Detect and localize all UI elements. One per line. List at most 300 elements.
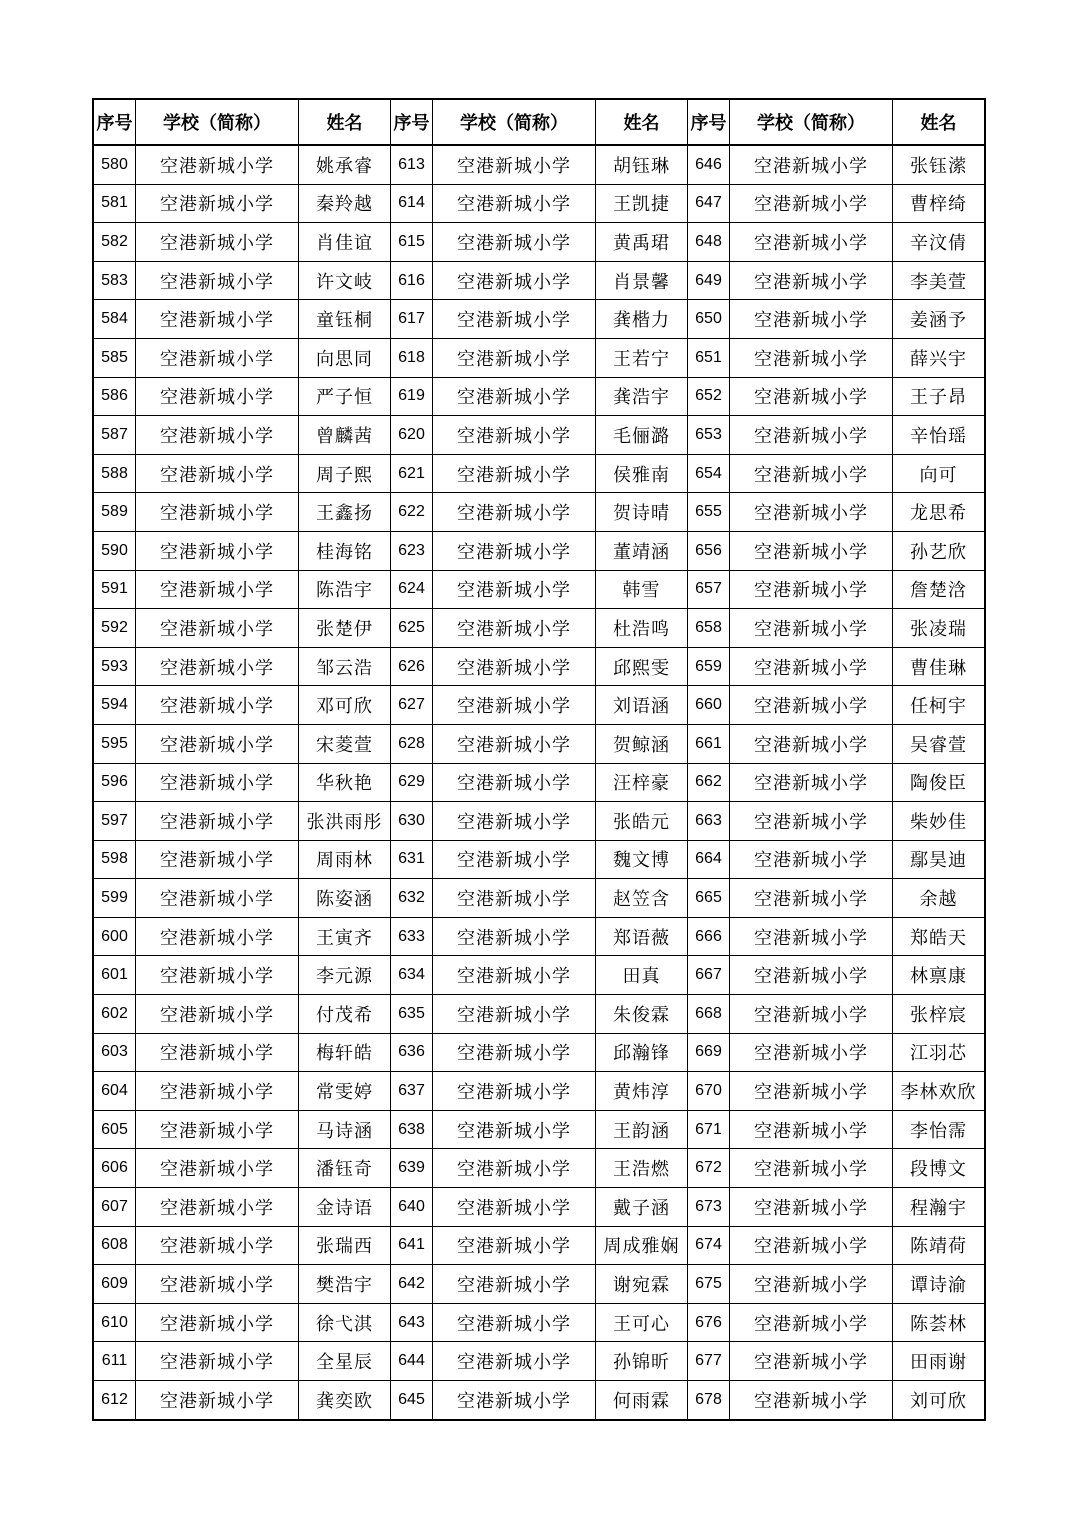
table-row (93, 917, 985, 956)
seq-cell: 620 (391, 416, 433, 455)
name-cell: 董靖涵 (596, 531, 688, 570)
school-cell: 空港新城小学 (136, 377, 299, 416)
seq-cell: 595 (93, 724, 136, 763)
table-body (93, 145, 985, 1420)
school-cell: 空港新城小学 (433, 570, 596, 609)
seq-cell: 663 (688, 802, 730, 841)
name-cell: 向思同 (299, 338, 391, 377)
seq-cell: 661 (688, 724, 730, 763)
name-cell: 王鑫扬 (299, 493, 391, 532)
school-cell: 空港新城小学 (433, 802, 596, 841)
table-row (93, 1033, 985, 1072)
school-cell: 空港新城小学 (136, 686, 299, 725)
name-cell: 陶俊臣 (893, 763, 986, 802)
name-cell: 徐弋淇 (299, 1303, 391, 1342)
name-cell: 秦羚越 (299, 184, 391, 223)
school-cell: 空港新城小学 (730, 570, 893, 609)
name-cell: 孙锦昕 (596, 1342, 688, 1381)
school-cell: 空港新城小学 (730, 223, 893, 262)
name-cell: 曾麟茜 (299, 416, 391, 455)
table-row (93, 261, 985, 300)
name-cell: 郑语薇 (596, 917, 688, 956)
seq-cell: 613 (391, 145, 433, 184)
name-cell: 邓可欣 (299, 686, 391, 725)
school-cell: 空港新城小学 (730, 647, 893, 686)
name-cell: 宋菱萱 (299, 724, 391, 763)
school-cell: 空港新城小学 (730, 1110, 893, 1149)
table-row (93, 724, 985, 763)
name-cell: 谭诗渝 (893, 1265, 986, 1304)
school-cell: 空港新城小学 (136, 1226, 299, 1265)
table-row (93, 1342, 985, 1381)
school-cell: 空港新城小学 (730, 531, 893, 570)
name-cell: 余越 (893, 879, 986, 918)
school-cell: 空港新城小学 (730, 1265, 893, 1304)
name-cell: 张皓元 (596, 802, 688, 841)
name-cell: 柴妙佳 (893, 802, 986, 841)
seq-cell: 641 (391, 1226, 433, 1265)
seq-cell: 664 (688, 840, 730, 879)
school-cell: 空港新城小学 (136, 763, 299, 802)
name-cell: 严子恒 (299, 377, 391, 416)
seq-cell: 670 (688, 1072, 730, 1111)
seq-cell: 649 (688, 261, 730, 300)
name-cell: 曹梓绮 (893, 184, 986, 223)
seq-cell: 612 (93, 1381, 136, 1420)
school-cell: 空港新城小学 (730, 840, 893, 879)
school-cell: 空港新城小学 (730, 145, 893, 184)
name-cell: 李怡霈 (893, 1110, 986, 1149)
seq-cell: 648 (688, 223, 730, 262)
seq-cell: 632 (391, 879, 433, 918)
header-school: 学校（简称） (136, 99, 299, 145)
seq-cell: 618 (391, 338, 433, 377)
school-cell: 空港新城小学 (730, 609, 893, 648)
name-cell: 张瑞西 (299, 1226, 391, 1265)
name-cell: 潘钰奇 (299, 1149, 391, 1188)
table-row (93, 493, 985, 532)
name-cell: 姜涵予 (893, 300, 986, 339)
school-cell: 空港新城小学 (433, 995, 596, 1034)
name-cell: 张洪雨彤 (299, 802, 391, 841)
name-cell: 付茂希 (299, 995, 391, 1034)
seq-cell: 658 (688, 609, 730, 648)
name-cell: 张梓宸 (893, 995, 986, 1034)
table-row (93, 338, 985, 377)
name-cell: 贺诗晴 (596, 493, 688, 532)
school-cell: 空港新城小学 (730, 879, 893, 918)
table-row (93, 879, 985, 918)
school-cell: 空港新城小学 (730, 493, 893, 532)
school-cell: 空港新城小学 (136, 1381, 299, 1420)
table-row (93, 956, 985, 995)
school-cell: 空港新城小学 (730, 763, 893, 802)
school-cell: 空港新城小学 (136, 724, 299, 763)
school-cell: 空港新城小学 (730, 802, 893, 841)
school-cell: 空港新城小学 (730, 184, 893, 223)
seq-cell: 665 (688, 879, 730, 918)
seq-cell: 629 (391, 763, 433, 802)
name-cell: 汪梓豪 (596, 763, 688, 802)
school-cell: 空港新城小学 (730, 1342, 893, 1381)
school-cell: 空港新城小学 (433, 1342, 596, 1381)
seq-cell: 603 (93, 1033, 136, 1072)
name-cell: 李林欢欣 (893, 1072, 986, 1111)
name-cell: 全星辰 (299, 1342, 391, 1381)
name-cell: 龚浩宇 (596, 377, 688, 416)
name-cell: 桂海铭 (299, 531, 391, 570)
seq-cell: 584 (93, 300, 136, 339)
seq-cell: 660 (688, 686, 730, 725)
header-seq: 序号 (93, 99, 136, 145)
seq-cell: 674 (688, 1226, 730, 1265)
name-cell: 黄禹珺 (596, 223, 688, 262)
name-cell: 魏文博 (596, 840, 688, 879)
seq-cell: 621 (391, 454, 433, 493)
school-cell: 空港新城小学 (136, 531, 299, 570)
name-cell: 刘可欣 (893, 1381, 986, 1420)
school-cell: 空港新城小学 (433, 1149, 596, 1188)
seq-cell: 614 (391, 184, 433, 223)
seq-cell: 580 (93, 145, 136, 184)
school-cell: 空港新城小学 (433, 1033, 596, 1072)
seq-cell: 601 (93, 956, 136, 995)
name-cell: 陈荟林 (893, 1303, 986, 1342)
school-cell: 空港新城小学 (433, 917, 596, 956)
header-name: 姓名 (299, 99, 391, 145)
seq-cell: 605 (93, 1110, 136, 1149)
seq-cell: 655 (688, 493, 730, 532)
school-cell: 空港新城小学 (136, 647, 299, 686)
seq-cell: 610 (93, 1303, 136, 1342)
school-cell: 空港新城小学 (730, 377, 893, 416)
table-row (93, 300, 985, 339)
name-cell: 周子熙 (299, 454, 391, 493)
name-cell: 周成雅娴 (596, 1226, 688, 1265)
name-cell: 杜浩鸣 (596, 609, 688, 648)
name-cell: 邱瀚锋 (596, 1033, 688, 1072)
school-cell: 空港新城小学 (136, 1110, 299, 1149)
name-cell: 张楚伊 (299, 609, 391, 648)
seq-cell: 590 (93, 531, 136, 570)
name-cell: 邱熙雯 (596, 647, 688, 686)
name-cell: 孙艺欣 (893, 531, 986, 570)
seq-cell: 654 (688, 454, 730, 493)
table-row (93, 570, 985, 609)
school-cell: 空港新城小学 (433, 223, 596, 262)
seq-cell: 583 (93, 261, 136, 300)
name-cell: 马诗涵 (299, 1110, 391, 1149)
seq-cell: 598 (93, 840, 136, 879)
school-cell: 空港新城小学 (136, 840, 299, 879)
name-cell: 谢宛霖 (596, 1265, 688, 1304)
seq-cell: 589 (93, 493, 136, 532)
table-row (93, 609, 985, 648)
header-seq: 序号 (688, 99, 730, 145)
seq-cell: 626 (391, 647, 433, 686)
name-cell: 戴子涵 (596, 1188, 688, 1227)
table-row (93, 686, 985, 725)
seq-cell: 636 (391, 1033, 433, 1072)
name-cell: 张凌瑞 (893, 609, 986, 648)
seq-cell: 633 (391, 917, 433, 956)
table-row (93, 1303, 985, 1342)
name-cell: 许文岐 (299, 261, 391, 300)
school-cell: 空港新城小学 (136, 184, 299, 223)
seq-cell: 657 (688, 570, 730, 609)
school-cell: 空港新城小学 (433, 840, 596, 879)
name-cell: 华秋艳 (299, 763, 391, 802)
table-header-row (93, 99, 985, 145)
seq-cell: 673 (688, 1188, 730, 1227)
school-cell: 空港新城小学 (433, 956, 596, 995)
school-cell: 空港新城小学 (730, 917, 893, 956)
school-cell: 空港新城小学 (136, 995, 299, 1034)
name-cell: 侯雅南 (596, 454, 688, 493)
seq-cell: 642 (391, 1265, 433, 1304)
seq-cell: 624 (391, 570, 433, 609)
seq-cell: 588 (93, 454, 136, 493)
table-row (93, 531, 985, 570)
name-cell: 金诗语 (299, 1188, 391, 1227)
school-cell: 空港新城小学 (136, 1149, 299, 1188)
name-cell: 郑皓天 (893, 917, 986, 956)
seq-cell: 630 (391, 802, 433, 841)
school-cell: 空港新城小学 (433, 145, 596, 184)
school-cell: 空港新城小学 (136, 609, 299, 648)
school-cell: 空港新城小学 (136, 493, 299, 532)
school-cell: 空港新城小学 (433, 1188, 596, 1227)
seq-cell: 609 (93, 1265, 136, 1304)
seq-cell: 625 (391, 609, 433, 648)
school-cell: 空港新城小学 (136, 261, 299, 300)
seq-cell: 607 (93, 1188, 136, 1227)
name-cell: 陈靖荷 (893, 1226, 986, 1265)
school-cell: 空港新城小学 (433, 686, 596, 725)
school-cell: 空港新城小学 (433, 531, 596, 570)
seq-cell: 602 (93, 995, 136, 1034)
name-cell: 刘语涵 (596, 686, 688, 725)
table-row (93, 840, 985, 879)
seq-cell: 659 (688, 647, 730, 686)
seq-cell: 582 (93, 223, 136, 262)
seq-cell: 678 (688, 1381, 730, 1420)
table-row (93, 1149, 985, 1188)
name-cell: 王若宁 (596, 338, 688, 377)
school-cell: 空港新城小学 (433, 647, 596, 686)
school-cell: 空港新城小学 (136, 223, 299, 262)
name-cell: 王子昂 (893, 377, 986, 416)
school-cell: 空港新城小学 (433, 609, 596, 648)
seq-cell: 622 (391, 493, 433, 532)
seq-cell: 585 (93, 338, 136, 377)
seq-cell: 669 (688, 1033, 730, 1072)
seq-cell: 631 (391, 840, 433, 879)
name-cell: 詹楚浛 (893, 570, 986, 609)
seq-cell: 591 (93, 570, 136, 609)
seq-cell: 637 (391, 1072, 433, 1111)
school-cell: 空港新城小学 (433, 261, 596, 300)
name-cell: 陈浩宇 (299, 570, 391, 609)
name-cell: 任柯宇 (893, 686, 986, 725)
seq-cell: 638 (391, 1110, 433, 1149)
school-cell: 空港新城小学 (136, 879, 299, 918)
table-row (93, 145, 985, 184)
school-cell: 空港新城小学 (136, 1265, 299, 1304)
school-cell: 空港新城小学 (730, 1303, 893, 1342)
school-cell: 空港新城小学 (136, 416, 299, 455)
name-cell: 吴睿萱 (893, 724, 986, 763)
name-cell: 曹佳琳 (893, 647, 986, 686)
school-cell: 空港新城小学 (730, 1033, 893, 1072)
name-cell: 邹云浩 (299, 647, 391, 686)
seq-cell: 647 (688, 184, 730, 223)
seq-cell: 672 (688, 1149, 730, 1188)
seq-cell: 619 (391, 377, 433, 416)
seq-cell: 635 (391, 995, 433, 1034)
seq-cell: 653 (688, 416, 730, 455)
name-cell: 肖景馨 (596, 261, 688, 300)
seq-cell: 606 (93, 1149, 136, 1188)
school-cell: 空港新城小学 (433, 493, 596, 532)
name-cell: 段博文 (893, 1149, 986, 1188)
seq-cell: 594 (93, 686, 136, 725)
school-cell: 空港新城小学 (433, 416, 596, 455)
school-cell: 空港新城小学 (136, 570, 299, 609)
school-cell: 空港新城小学 (730, 454, 893, 493)
name-cell: 王凯捷 (596, 184, 688, 223)
table-row (93, 763, 985, 802)
seq-cell: 611 (93, 1342, 136, 1381)
seq-cell: 587 (93, 416, 136, 455)
name-cell: 毛俪潞 (596, 416, 688, 455)
school-cell: 空港新城小学 (136, 956, 299, 995)
name-cell: 王可心 (596, 1303, 688, 1342)
school-cell: 空港新城小学 (136, 1342, 299, 1381)
school-cell: 空港新城小学 (730, 686, 893, 725)
school-cell: 空港新城小学 (730, 1226, 893, 1265)
school-cell: 空港新城小学 (136, 145, 299, 184)
name-cell: 龚奕欧 (299, 1381, 391, 1420)
school-cell: 空港新城小学 (730, 261, 893, 300)
name-cell: 辛怡瑶 (893, 416, 986, 455)
seq-cell: 671 (688, 1110, 730, 1149)
seq-cell: 634 (391, 956, 433, 995)
table-row (93, 1072, 985, 1111)
school-cell: 空港新城小学 (433, 1303, 596, 1342)
name-cell: 赵笠含 (596, 879, 688, 918)
table-row (93, 223, 985, 262)
name-cell: 辛汶倩 (893, 223, 986, 262)
school-cell: 空港新城小学 (730, 995, 893, 1034)
school-cell: 空港新城小学 (730, 300, 893, 339)
table-row (93, 416, 985, 455)
name-cell: 韩雪 (596, 570, 688, 609)
seq-cell: 627 (391, 686, 433, 725)
name-cell: 姚承睿 (299, 145, 391, 184)
seq-cell: 599 (93, 879, 136, 918)
school-cell: 空港新城小学 (136, 1072, 299, 1111)
seq-cell: 643 (391, 1303, 433, 1342)
table-row (93, 1226, 985, 1265)
table-row (93, 1265, 985, 1304)
school-cell: 空港新城小学 (433, 377, 596, 416)
name-cell: 肖佳谊 (299, 223, 391, 262)
name-cell: 林禀康 (893, 956, 986, 995)
name-cell: 贺鲸涵 (596, 724, 688, 763)
school-cell: 空港新城小学 (730, 416, 893, 455)
school-cell: 空港新城小学 (136, 1303, 299, 1342)
name-cell: 薛兴宇 (893, 338, 986, 377)
header-name: 姓名 (893, 99, 986, 145)
school-cell: 空港新城小学 (136, 1188, 299, 1227)
seq-cell: 617 (391, 300, 433, 339)
table-row (93, 454, 985, 493)
name-cell: 樊浩宇 (299, 1265, 391, 1304)
seq-cell: 592 (93, 609, 136, 648)
name-cell: 陈姿涵 (299, 879, 391, 918)
school-cell: 空港新城小学 (433, 1226, 596, 1265)
school-cell: 空港新城小学 (136, 917, 299, 956)
school-cell: 空港新城小学 (730, 1072, 893, 1111)
name-cell: 周雨林 (299, 840, 391, 879)
name-cell: 王浩燃 (596, 1149, 688, 1188)
seq-cell: 597 (93, 802, 136, 841)
school-cell: 空港新城小学 (136, 338, 299, 377)
table-row (93, 1188, 985, 1227)
school-cell: 空港新城小学 (730, 956, 893, 995)
school-cell: 空港新城小学 (730, 1381, 893, 1420)
school-cell: 空港新城小学 (433, 763, 596, 802)
seq-cell: 651 (688, 338, 730, 377)
name-cell: 田雨谢 (893, 1342, 986, 1381)
seq-cell: 656 (688, 531, 730, 570)
name-cell: 梅轩皓 (299, 1033, 391, 1072)
seq-cell: 628 (391, 724, 433, 763)
name-cell: 田真 (596, 956, 688, 995)
header-school: 学校（简称） (730, 99, 893, 145)
name-cell: 江羽芯 (893, 1033, 986, 1072)
name-cell: 龚楷力 (596, 300, 688, 339)
seq-cell: 615 (391, 223, 433, 262)
name-cell: 向可 (893, 454, 986, 493)
school-cell: 空港新城小学 (433, 724, 596, 763)
seq-cell: 666 (688, 917, 730, 956)
name-cell: 鄢昊迪 (893, 840, 986, 879)
seq-cell: 639 (391, 1149, 433, 1188)
school-cell: 空港新城小学 (730, 1149, 893, 1188)
header-name: 姓名 (596, 99, 688, 145)
name-cell: 李美萱 (893, 261, 986, 300)
school-cell: 空港新城小学 (730, 1188, 893, 1227)
name-cell: 童钰桐 (299, 300, 391, 339)
seq-cell: 668 (688, 995, 730, 1034)
seq-cell: 644 (391, 1342, 433, 1381)
table-row (93, 995, 985, 1034)
table-row (93, 377, 985, 416)
table-row (93, 802, 985, 841)
seq-cell: 581 (93, 184, 136, 223)
table-row (93, 1381, 985, 1420)
seq-cell: 586 (93, 377, 136, 416)
school-cell: 空港新城小学 (730, 724, 893, 763)
seq-cell: 676 (688, 1303, 730, 1342)
school-cell: 空港新城小学 (433, 300, 596, 339)
seq-cell: 667 (688, 956, 730, 995)
seq-cell: 608 (93, 1226, 136, 1265)
school-cell: 空港新城小学 (433, 1381, 596, 1420)
school-cell: 空港新城小学 (136, 454, 299, 493)
